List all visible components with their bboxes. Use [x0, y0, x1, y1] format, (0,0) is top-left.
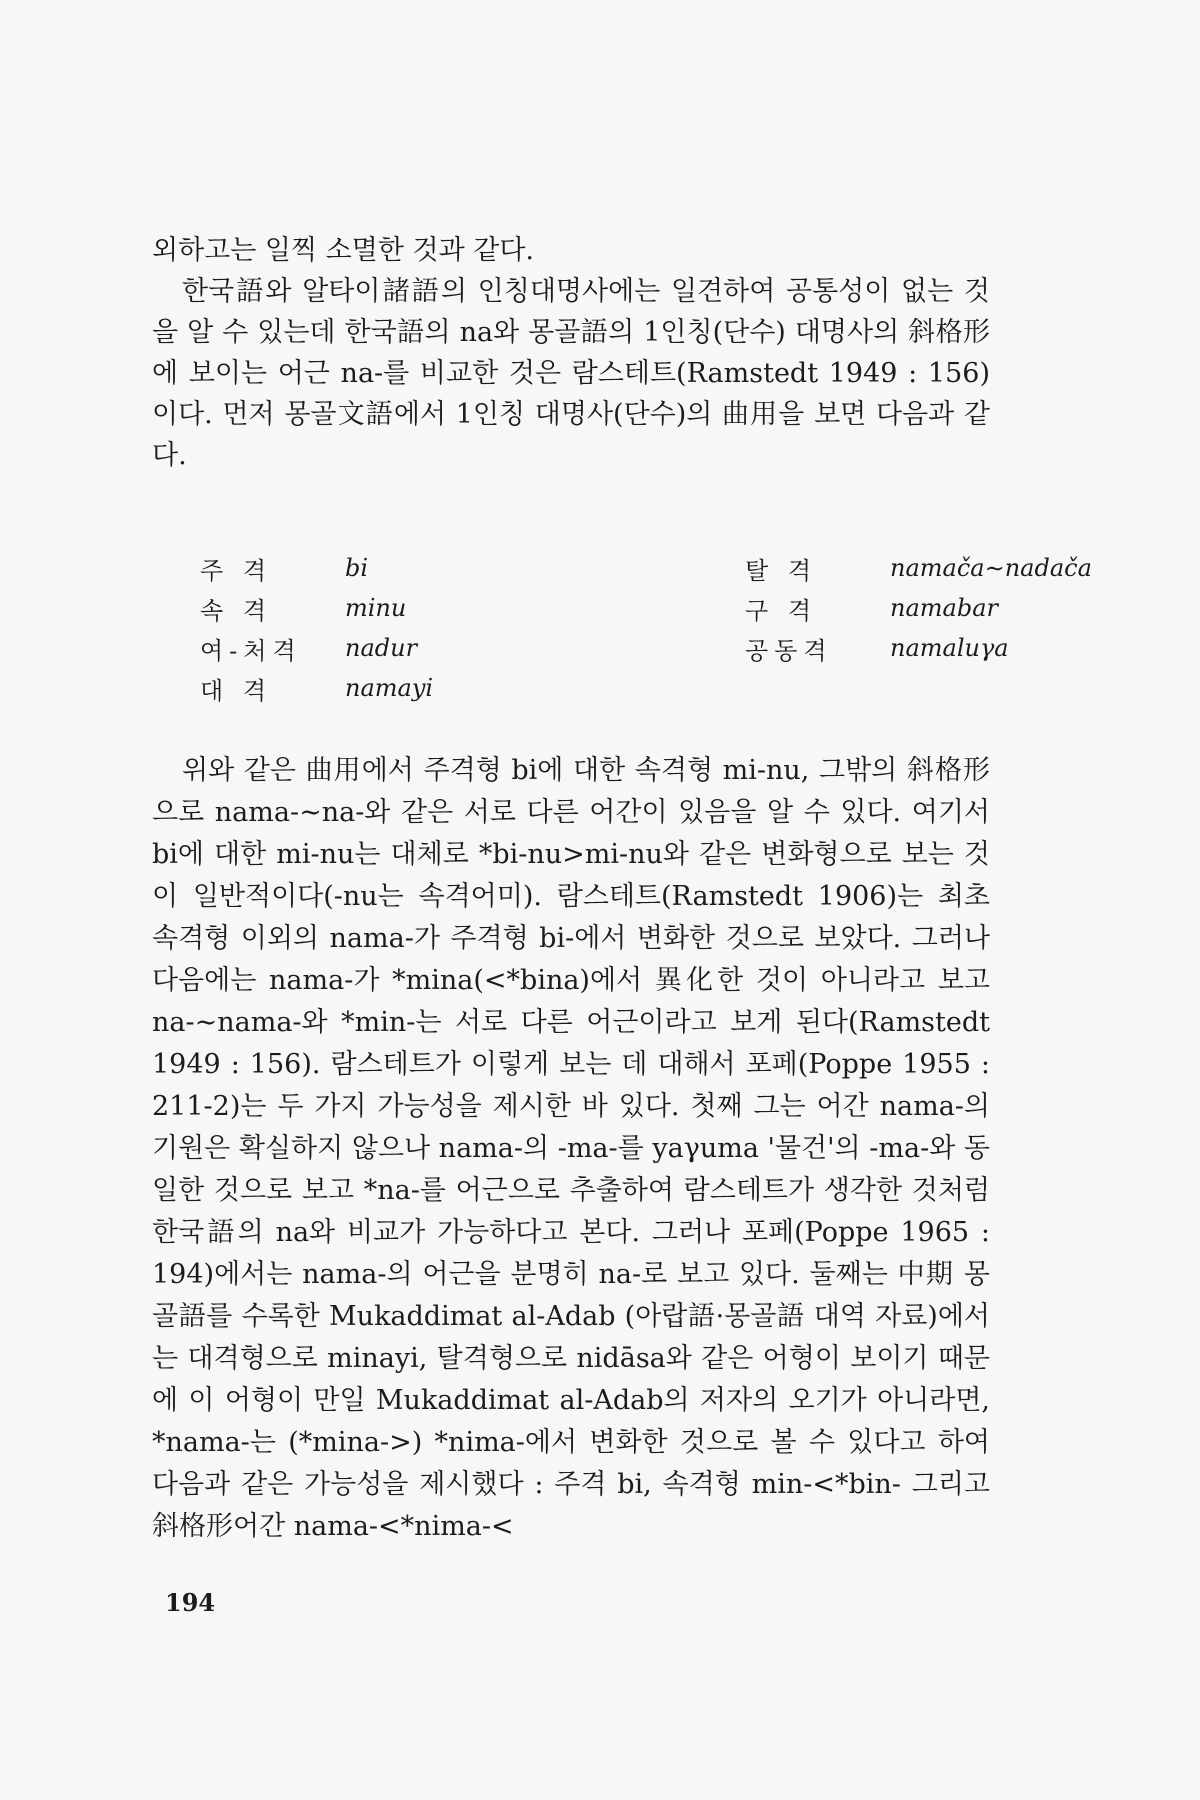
intro-text	[152, 230, 990, 476]
case-form: namayi	[345, 674, 434, 702]
case-label: 주 격	[200, 556, 272, 585]
declension-row	[200, 548, 1100, 588]
declension-row	[200, 668, 1100, 708]
case-form: minu	[345, 594, 407, 622]
case-form: namaluγa	[890, 634, 1009, 662]
case-form: namabar	[890, 594, 998, 622]
case-label: 대 격	[200, 676, 272, 705]
case-form: bi	[345, 554, 369, 582]
declension-row	[200, 628, 1100, 668]
page-number: 194	[165, 1588, 216, 1617]
case-form	[890, 668, 1100, 708]
case-label: 속 격	[200, 596, 272, 625]
case-form: nadur	[345, 634, 418, 662]
case-label: 여-처격	[200, 636, 302, 665]
declension-row	[200, 588, 1100, 628]
paragraph-declension-analysis: 위와 같은 曲用에서 주격형 bi에 대한 속격형 mi-nu, 그밖의 斜格形으로 nama-∼na-와 같은 서로 다른 어간이 있음을 알 수 있다. 여기서 bi에 대한 mi-nu는 대체로 *bi-nu>mi-nu와 같은 변화형으로 보는 것이 일반적이다(-nu는 속격어미). 람스테트(Ramstedt 1906)는 최초 속격형 이외의 nama-가 주격형 bi-에서 변화한 것으로 보았다. 그러나 다음에는 nama-가 *mina(<*bina)에서 異化한 것이 아니라고 보고 na-∼nama-와 *min-는 서로 다른 어근이라고 보게 된다(Ramstedt 1949 : 156). 람스테트가 이렇게 보는 데 대해서 포페(Poppe 1955 : 211-2)는 두 가지 가능성을 제시한 바 있다. 첫째 그는 어간 nama-의 기원은 확실하지 않으나 nama-의 -ma-를 yaγuma '물건'의 -ma-와 동일한 것으로 보고 *na-를 어근으로 추출하여 람스테트가 생각한 것처럼 한국語의 na와 비교가 가능하다고 본다. 그러나 포페(Poppe 1965 : 194)에서는 nama-의 어근을 분명히 na-로 보고 있다. 둘째는 中期 몽골語를 수록한 Mukaddimat al-Adab (아랍語·몽골語 대역 자료)에서는 대격형으로 minayi, 탈격형으로 nidāsa와 같은 어형이 보이기 때문에 이 어형이 만일 Mukaddimat al-Adab의 저자의 오기가 아니라면, *nama-는 (*mina->) *nima-에서 변화한 것으로 볼 수 있다고 하여 다음과 같은 가능성을 제시했다 : 주격 bi, 속격형 min-<*bin- 그리고 斜格形어간 nama-<*nima-<	[152, 755, 990, 1542]
case-label: 구 격	[745, 596, 817, 625]
case-label: 탈 격	[745, 556, 817, 585]
paragraph-continuation: 외하고는 일찍 소멸한 것과 같다.	[152, 235, 534, 266]
declension-table	[200, 548, 1100, 708]
paragraph-pronoun-comparison: 한국語와 알타이諸語의 인칭대명사에는 일견하여 공통성이 없는 것을 알 수 있는데 한국語의 na와 몽골語의 1인칭(단수) 대명사의 斜格形에 보이는 어근 na-를 비교한 것은 람스테트(Ramstedt 1949 : 156)이다. 먼저 몽골文語에서 1인칭 대명사(단수)의 曲用을 보면 다음과 같다.	[152, 276, 990, 471]
case-label: 공동격	[745, 636, 833, 665]
case-form: namača∼nadača	[890, 554, 1092, 582]
case-label	[745, 668, 890, 708]
